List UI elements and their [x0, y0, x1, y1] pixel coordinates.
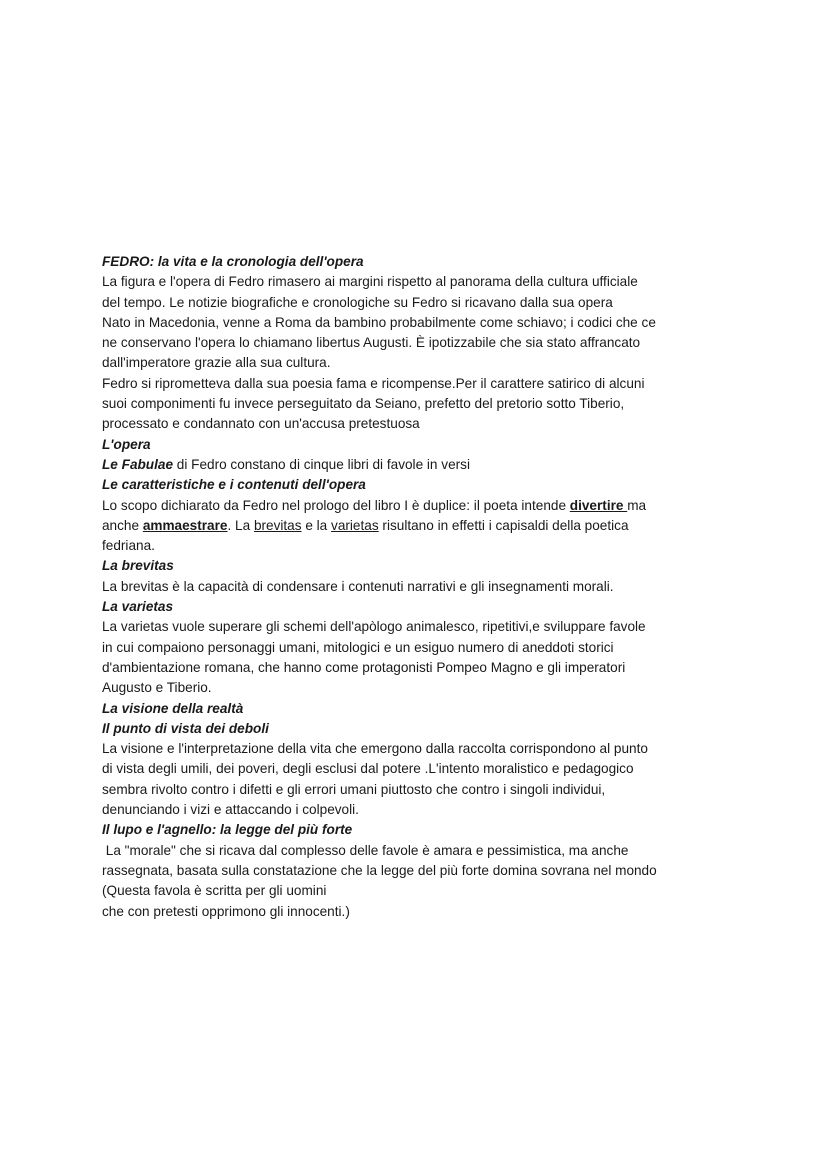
opera-paragraph — [102, 455, 742, 475]
lupo-line: che con pretesti opprimono gli innocenti.) — [102, 903, 350, 919]
ammaestrare-term: ammaestrare — [142, 517, 228, 533]
visione-line: sembra rivolto contro i difetti e gli errori umani piuttosto che contro i singoli individui, — [102, 781, 606, 797]
section-heading-opera: L'opera — [102, 436, 151, 452]
visione-line: di vista degli umili, dei poveri, degli esclusi dal potere .L'intento moralistico e pedagogico — [102, 761, 634, 777]
visione-line: La visione e l'interpretazione della vita che emergono dalla raccolta corrispondono al punto — [102, 741, 648, 757]
text-run: . La — [227, 517, 254, 533]
caratteristiche-line — [102, 496, 742, 516]
lupo-line: rassegnata, basata sulla constatazione che la legge del più forte domina sovrana nel mondo — [102, 862, 657, 878]
intro-line: suoi componimenti fu invece perseguitato da Seiano, prefetto del pretorio sotto Tiberio, — [102, 396, 625, 412]
text-run: anche — [102, 517, 143, 533]
lupo-line: La "morale" che si ricava dal complesso delle favole è amara e pessimistica, ma anche — [102, 842, 629, 858]
varietas-term: varietas — [331, 517, 379, 533]
visione-paragraph — [102, 739, 742, 820]
subheading-punto-di-vista: Il punto di vista dei deboli — [102, 720, 269, 736]
varietas-line: La varietas vuole superare gli schemi dell'apòlogo animalesco, ripetitivi,e sviluppare favole — [102, 619, 646, 635]
intro-line: del tempo. Le notizie biografiche e cronologiche su Fedro si ricavano dalla sua opera — [102, 294, 613, 310]
section-heading-caratteristiche: Le caratteristiche e i contenuti dell'opera — [102, 477, 366, 493]
varietas-line: Augusto e Tiberio. — [102, 680, 212, 696]
text-run: risultano in effetti i capisaldi della poetica — [378, 517, 629, 533]
document-title: FEDRO: la vita e la cronologia dell'opera — [102, 254, 364, 269]
text-run: ma — [627, 497, 647, 513]
fabulae-term: Le Fabulae — [102, 456, 174, 472]
fabulae-text: di Fedro constano di cinque libri di favole in versi — [173, 456, 470, 472]
brevitas-paragraph: La brevitas è la capacità di condensare i contenuti narrativi e gli insegnamenti morali. — [102, 578, 614, 594]
lupo-paragraph — [102, 841, 742, 922]
text-run: Lo scopo dichiarato da Fedro nel prologo del libro I è duplice: il poeta intende — [102, 497, 570, 513]
divertire-term: divertire — [569, 497, 628, 513]
document-body — [102, 252, 742, 922]
intro-line: La figura e l'opera di Fedro rimasero ai margini rispetto al panorama della cultura ufficiale — [102, 274, 638, 290]
intro-line: dall'imperatore grazie alla sua cultura. — [102, 355, 331, 371]
varietas-paragraph — [102, 617, 742, 698]
intro-line: ne conservano l'opera lo chiamano libertus Augusti. È ipotizzabile che sia stato affrancato — [102, 335, 641, 351]
intro-line: Fedro si riprometteva dalla sua poesia fama e ricompense.Per il carattere satirico di alcuni — [102, 375, 645, 391]
caratteristiche-paragraph — [102, 496, 742, 557]
brevitas-term: brevitas — [253, 517, 302, 533]
caratteristiche-line — [102, 516, 742, 536]
caratteristiche-line: fedriana. — [102, 538, 155, 554]
intro-paragraph — [102, 272, 742, 434]
section-heading-brevitas: La brevitas — [102, 558, 174, 574]
section-heading-visione: La visione della realtà — [102, 700, 244, 716]
visione-line: denunciando i vizi e attaccando i colpevoli. — [102, 802, 359, 818]
text-run: e la — [301, 517, 332, 533]
varietas-line: in cui compaiono personaggi umani, mitologici e un esiguo numero di aneddoti storici — [102, 639, 614, 655]
intro-line: Nato in Macedonia, venne a Roma da bambino probabilmente come schiavo; i codici che ce — [102, 314, 656, 330]
lupo-line: (Questa favola è scritta per gli uomini — [102, 883, 327, 899]
section-heading-lupo: Il lupo e l'agnello: la legge del più forte — [102, 822, 353, 838]
varietas-line: d'ambientazione romana, che hanno come protagonisti Pompeo Magno e gli imperatori — [102, 659, 626, 675]
intro-line: processato e condannato con un'accusa pretestuosa — [102, 416, 420, 432]
section-heading-varietas: La varietas — [102, 599, 174, 615]
